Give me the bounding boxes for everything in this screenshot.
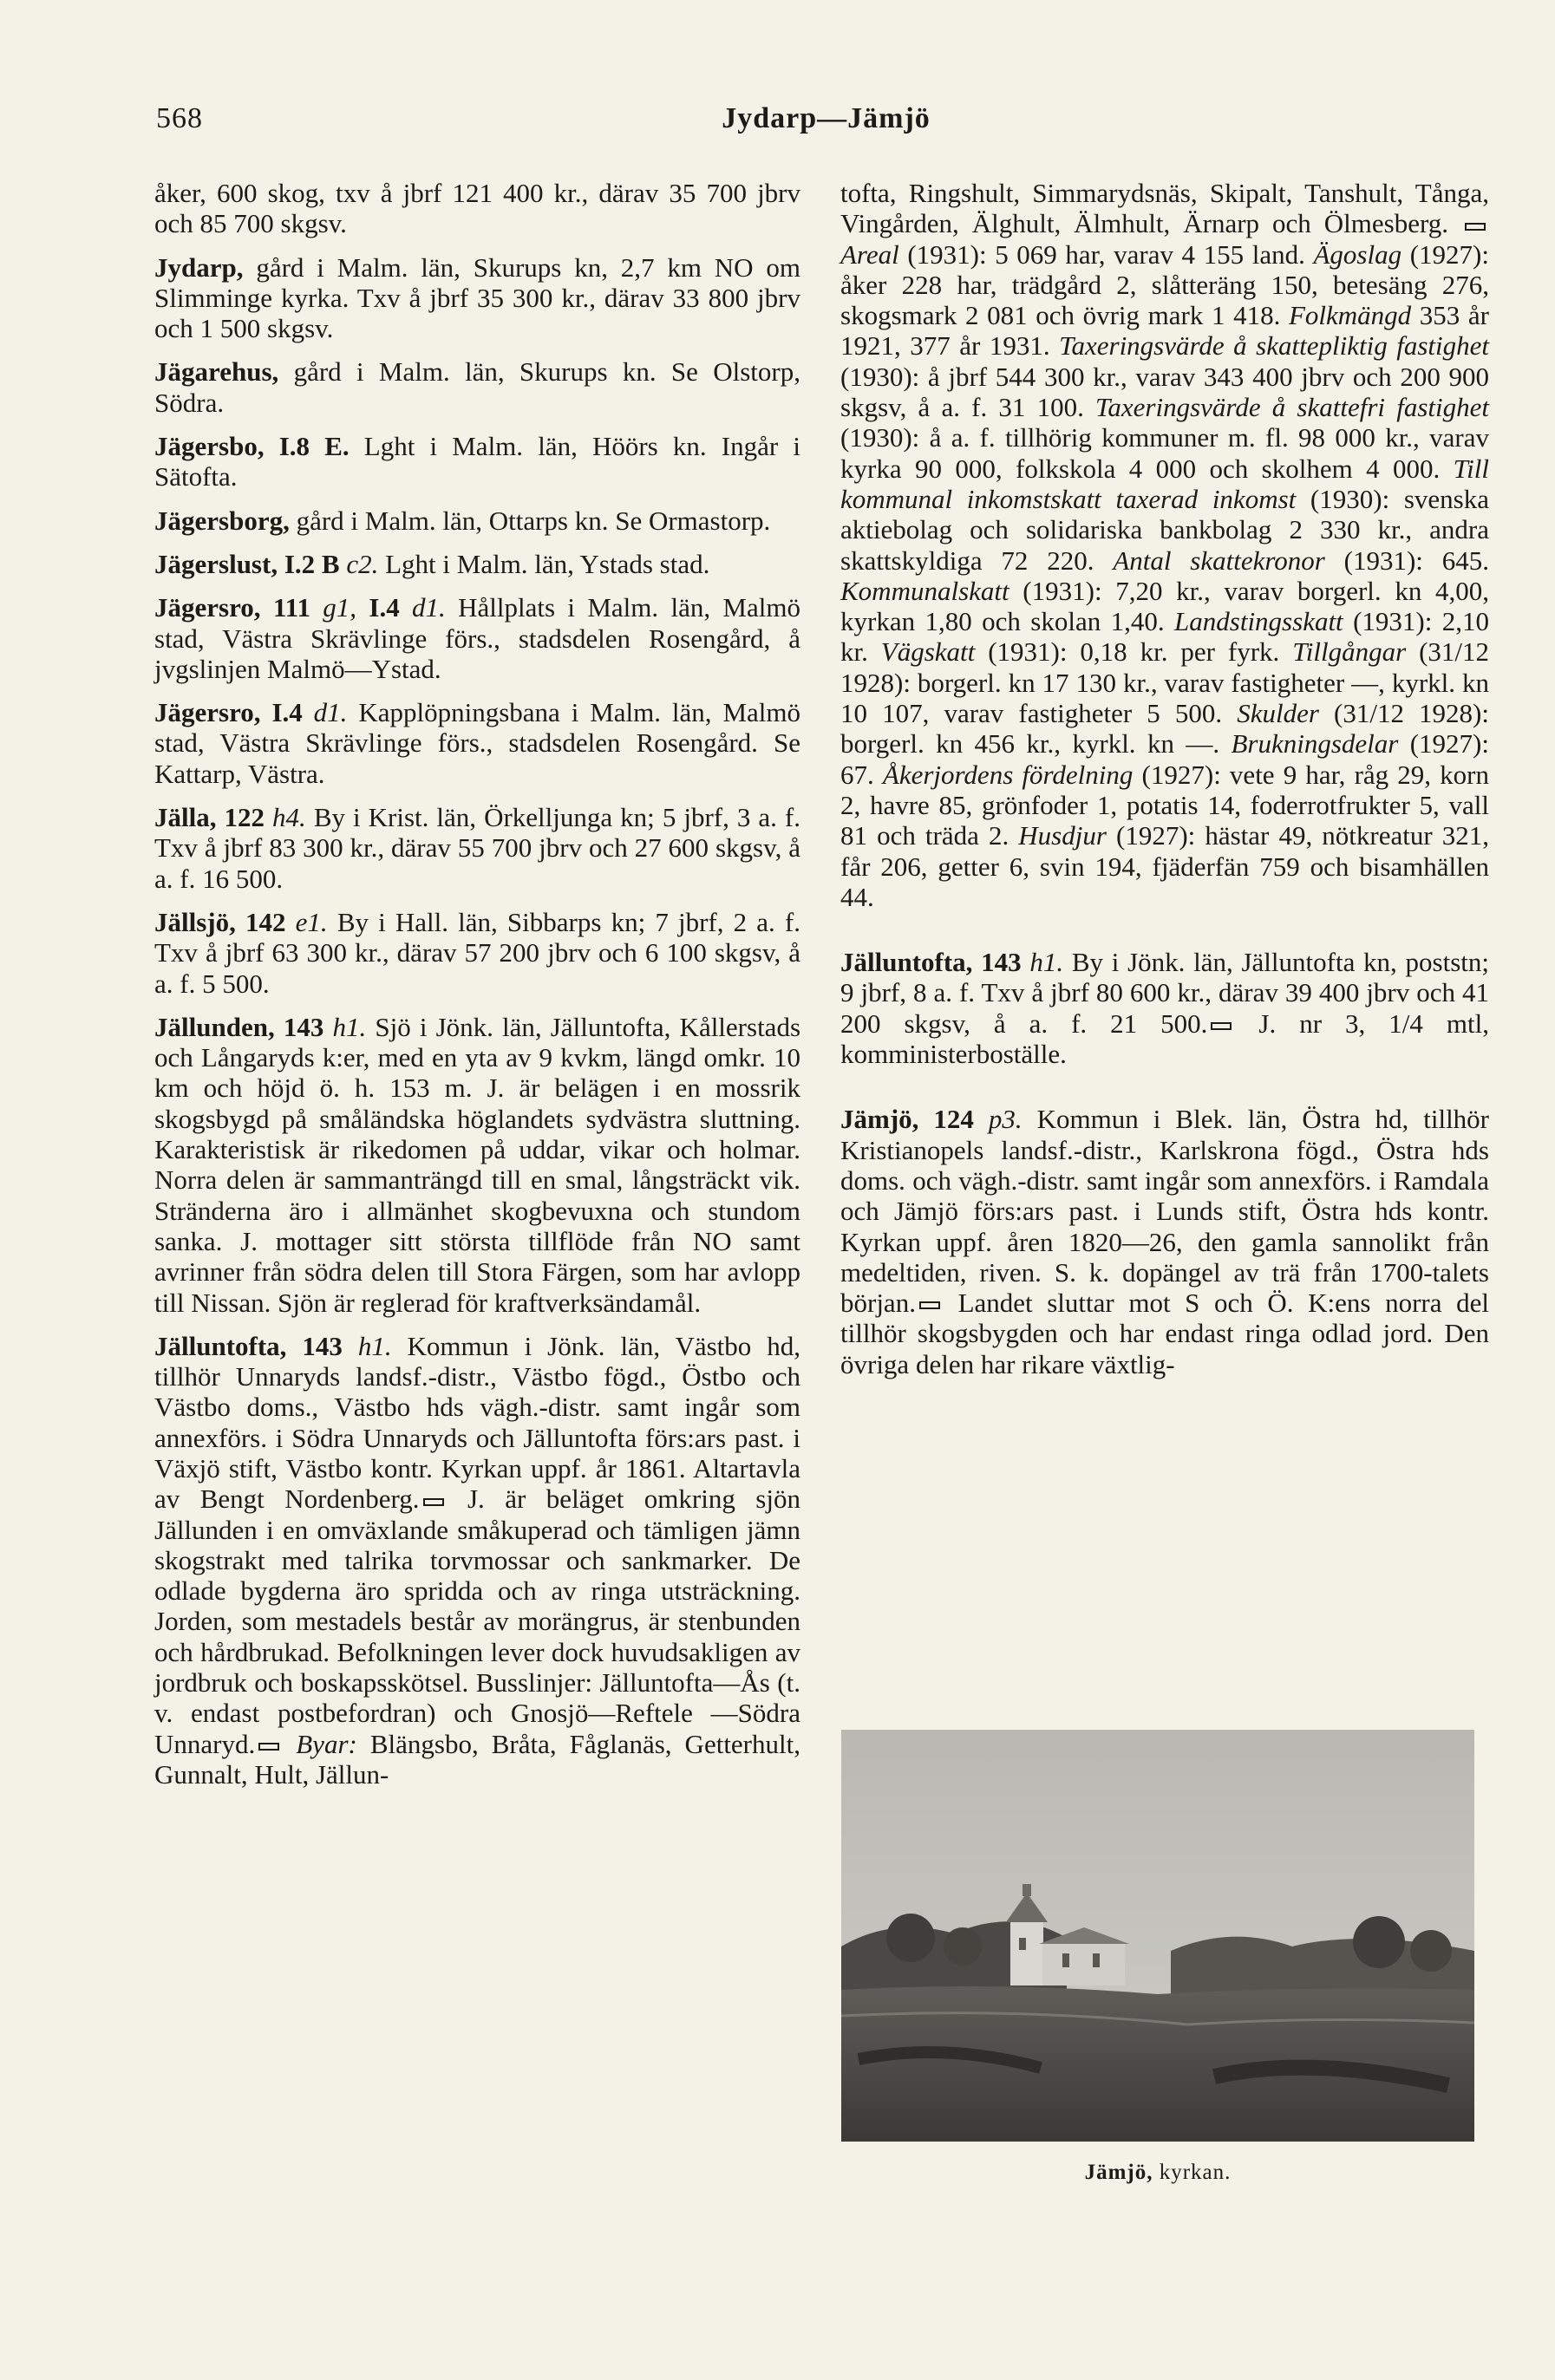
italic-label: Åkerjordens fördelning <box>882 759 1134 790</box>
entry-jagersbo: Jägersbo, I.8 E. Lght i Malm. län, Höörs kn. Ingår i Sätofta. <box>154 431 800 492</box>
headword: Jälluntofta, 143 <box>154 1330 343 1361</box>
text-run: (1931): 5 069 har, varav 4 155 land. <box>898 238 1314 270</box>
entry-jalluntofta-kommun: Jälluntofta, 143 h1. Kommun i Jönk. län, Västbo hd, tillhör Unnaryds landsf.-distr., Västbo fögd., Östbo och Västbo doms., Västbo hds vägh.-distr. samt ingår som annexförs. i Södra Unnaryds och Jälluntofta förs:ars past. i Växjö stift, Västbo kontr. Kyrkan uppf. år 1861. Altartavla av Bengt Nordenberg. J. är beläget omkring sjön Jällunden i en omväxlande småkuperad och tämligen jämn skogstrakt med talrika torvmossar och sankmarker. De odlade bygderna äro spridda och av ringa utsträckning. Jorden, som mestadels består av morängrus, är stenbunden och hårdbrukad. Befolkningen lever dock huvudsakligen av jordbruk och boskapsskötsel. Busslinjer: Jälluntofta—Ås (t. v. endast postbefordran) och Gnosjö—Reftele —Södra Unnaryd. Byar: Blängsbo, Bråta, Fåglanäs, Getterhult, Gunnalt, Hult, Jällun- <box>154 1330 800 1790</box>
section-symbol-icon <box>423 1498 444 1506</box>
headword: Jägarehus, <box>154 356 279 388</box>
entry-jalluntofta-continued <box>840 178 1489 912</box>
text-run: (31/12 1928): borgerl. kn 17 130 kr., varav fastigheter —, kyrkl. kn 10 107, varav fastigheter 5 500. <box>840 636 1490 729</box>
headword: Jälla, 122 <box>154 802 265 833</box>
entry-jagerslust: Jägerslust, I.2 B c2. Lght i Malm. län, Ystads stad. <box>154 548 710 579</box>
text-run: tofta, Ringshult, Simmarydsnäs, Skipalt, Tanshult, Tånga, Vingården, Älghult, Älmhult, Ärnarp och Ölmesberg. <box>840 178 1489 239</box>
text-run: (1927): hästar 49, nötkreatur 321, får 206, getter 6, svin 194, fjäderfän 759 och bisamhällen 44. <box>840 820 1490 912</box>
entry-jagersro-bana: Jägersro, I.4 d1. Kapplöpningsbana i Malm. län, Malmö stad, Västra Skrävlinge förs., stadsdelen Rosengård. Se Kattarp, Västra. <box>154 697 800 789</box>
running-head: Jydarp—Jämjö <box>722 102 931 134</box>
left-column <box>154 178 800 1803</box>
text-run: (1931): 0,18 kr. per fyrk. <box>975 636 1293 668</box>
section-symbol-icon <box>1465 223 1486 231</box>
italic-label: Tillgångar <box>1292 636 1407 668</box>
headword: Jällsjö, 142 <box>154 906 286 937</box>
text-run: 353 år 1921, 377 år 1931. <box>840 300 1489 362</box>
italic-label: Till kommunal inkomstskatt taxerad inkomst <box>840 453 1489 514</box>
section-symbol-icon <box>258 1743 279 1751</box>
section-symbol-icon <box>1211 1022 1232 1030</box>
italic-label: Husdjur <box>1018 820 1107 851</box>
text-run: (1931): 7,20 kr., varav borgerl. kn 4,00, kyrkan 1,80 och skolan 1,40. <box>840 575 1489 637</box>
text-run: (1931): 645. <box>1324 544 1489 576</box>
headword: Jägersro, 111 <box>154 592 310 623</box>
italic-label: Taxeringsvärde å skattefri fastighet <box>1095 392 1489 423</box>
headword: Jämjö, 124 <box>840 1104 974 1135</box>
entry-jallunden: Jällunden, 143 h1. Sjö i Jönk. län, Jälluntofta, Kållerstads och Långaryds k:er, med en yta av 9 kvkm, längd omkr. 10 km och höjd ö. h. 153 m. J. är belägen i en mossrik skogsbygd på småländska höglandets sydvästra sluttning. Karakteristisk är rikedomen på uddar, vikar och holmar. Norra delen är sammanträngd till en smal, långsträckt vik. Stränderna äro i allmänhet skogbevuxna och stundom sanka. J. mottager sitt största tillflöde från NO samt avrinner från södra delen till Stora Färgen, som har avlopp till Nissan. Sjön är reglerad för kraftverksändamål. <box>154 1011 801 1318</box>
entry-jamjo: Jämjö, 124 p3. Kommun i Blek. län, Östra hd, tillhör Kristianopels landsf.-distr., Karlskrona fögd., Östra hds doms. och vägh.-distr. samt ingår som annexförs. i Ramdala och Jämjö förs:ars past. i Lunds stift, Östra hds kontr. Kyrkan uppf. åren 1820—26, den gamla sannolikt från medeltiden, riven. S. k. dopängel av trä från 1700-talets början. Landet sluttar mot S och Ö. K:ens norra del tillhör skogsbygden och har endast ringa odlad jord. Den övriga delen har rikare växtlig- <box>840 1104 1490 1379</box>
headword: Jälluntofta, 143 <box>840 947 1022 978</box>
page-number: 568 <box>156 102 203 134</box>
entry-jydarp: Jydarp, gård i Malm. län, Skurups kn, 2,7 km NO om Slimminge kyrka. Txv å jbrf 35 300 kr., därav 33 800 jbrv och 1 500 skgsv. <box>154 251 800 344</box>
headword: Jydarp, <box>154 251 244 283</box>
headword: Jägerslust, I.2 B <box>154 548 340 579</box>
headword: Jägersbo, I.8 E. <box>154 431 350 462</box>
church-photo-image <box>841 1730 1474 2142</box>
text-run: (1927): 67. <box>840 728 1489 790</box>
italic-label: Skulder <box>1237 698 1319 729</box>
italic-label: Brukningsdelar <box>1231 728 1399 760</box>
section-symbol-icon <box>919 1301 940 1309</box>
entry-jallsjo: Jällsjö, 142 e1. By i Hall. län, Sibbarps kn; 7 jbrf, 2 a. f. Txv å jbrf 63 300 kr., därav 57 200 jbrv och 6 100 skgsv, å a. f. 5 500. <box>154 906 800 999</box>
church-photo <box>841 1730 1474 2142</box>
italic-label: Folkmängd <box>1288 300 1412 331</box>
text-run: (31/12 1928): borgerl. kn 456 kr., kyrkl. kn —. <box>840 698 1489 760</box>
italic-label: Ägoslag <box>1313 238 1402 270</box>
italic-label: Landstingsskatt <box>1174 606 1343 637</box>
text-run: (1930): svenska aktiebolag och solidariska bankbolag 2 330 kr., andra skattskyldiga 72 220. <box>840 483 1490 576</box>
headword: Jägersborg, <box>154 505 290 536</box>
italic-label: Areal <box>840 238 899 270</box>
text-run: (1927): vete 9 har, råg 29, korn 2, havre 85, grönfoder 1, potatis 14, foderrotfrukter 5, vall 81 och träda 2. <box>840 759 1489 851</box>
italic-label: Kommunalskatt <box>840 575 1009 606</box>
entry-jagarehus: Jägarehus, gård i Malm. län, Skurups kn. Se Olstorp, Södra. <box>154 356 800 418</box>
entry-jagersborg: Jägersborg, gård i Malm. län, Ottarps kn. Se Ormastorp. <box>154 505 771 536</box>
text-run: (1930): å jbrf 544 300 kr., varav 343 400 jbrv och 200 900 skgsv, å a. f. 31 100. <box>840 361 1489 423</box>
entry: åker, 600 skog, txv å jbrf 121 400 kr., därav 35 700 jbrv och 85 700 skgsv. <box>154 178 800 239</box>
entry-jagersro-hallplats: Jägersro, 111 g1, I.4 d1. Hållplats i Malm. län, Malmö stad, Västra Skrävlinge förs., stadsdelen Rosengård, å jvgslinjen Malmö—Ystad. <box>154 592 800 684</box>
figure-caption: Jämjö, kyrkan. <box>1084 2161 1232 2184</box>
italic-label: Antal skattekronor <box>1113 544 1325 576</box>
entry-jalluntofta-by: Jälluntofta, 143 h1. By i Jönk. län, Jälluntofta kn, poststn; 9 jbrf, 8 a. f. Txv å jbrf 80 600 kr., därav 39 400 jbrv och 41 200 skgsv, å a. f. 21 500. J. nr 3, 1/4 mtl, komministerboställe. <box>840 947 1489 1070</box>
headword: Jällunden, 143 <box>154 1011 324 1042</box>
text-run: (1931): 2,10 kr. <box>840 606 1489 668</box>
text-run: (1927): åker 228 har, trädgård 2, slåtteräng 150, betesäng 276, skogsmark 2 081 och övrig mark 1 418. <box>840 238 1489 331</box>
text-run: (1930): å a. f. tillhörig kommuner m. fl. 98 000 kr., varav kyrka 90 000, folkskola 4 000 och skolhem 4 000. <box>840 422 1489 484</box>
page-header <box>156 102 1496 146</box>
headword: Jägersro, I.4 <box>154 697 303 728</box>
italic-label: Vägskatt <box>880 636 976 668</box>
italic-label: Taxeringsvärde å skattepliktig fastighet <box>1059 330 1489 362</box>
entry-jalla: Jälla, 122 h4. By i Krist. län, Örkelljunga kn; 5 jbrf, 3 a. f. Txv å jbrf 83 300 kr., därav 55 700 jbrv och 27 600 skgsv, å a. f. 16 500. <box>154 802 801 894</box>
right-column <box>840 178 1489 1392</box>
